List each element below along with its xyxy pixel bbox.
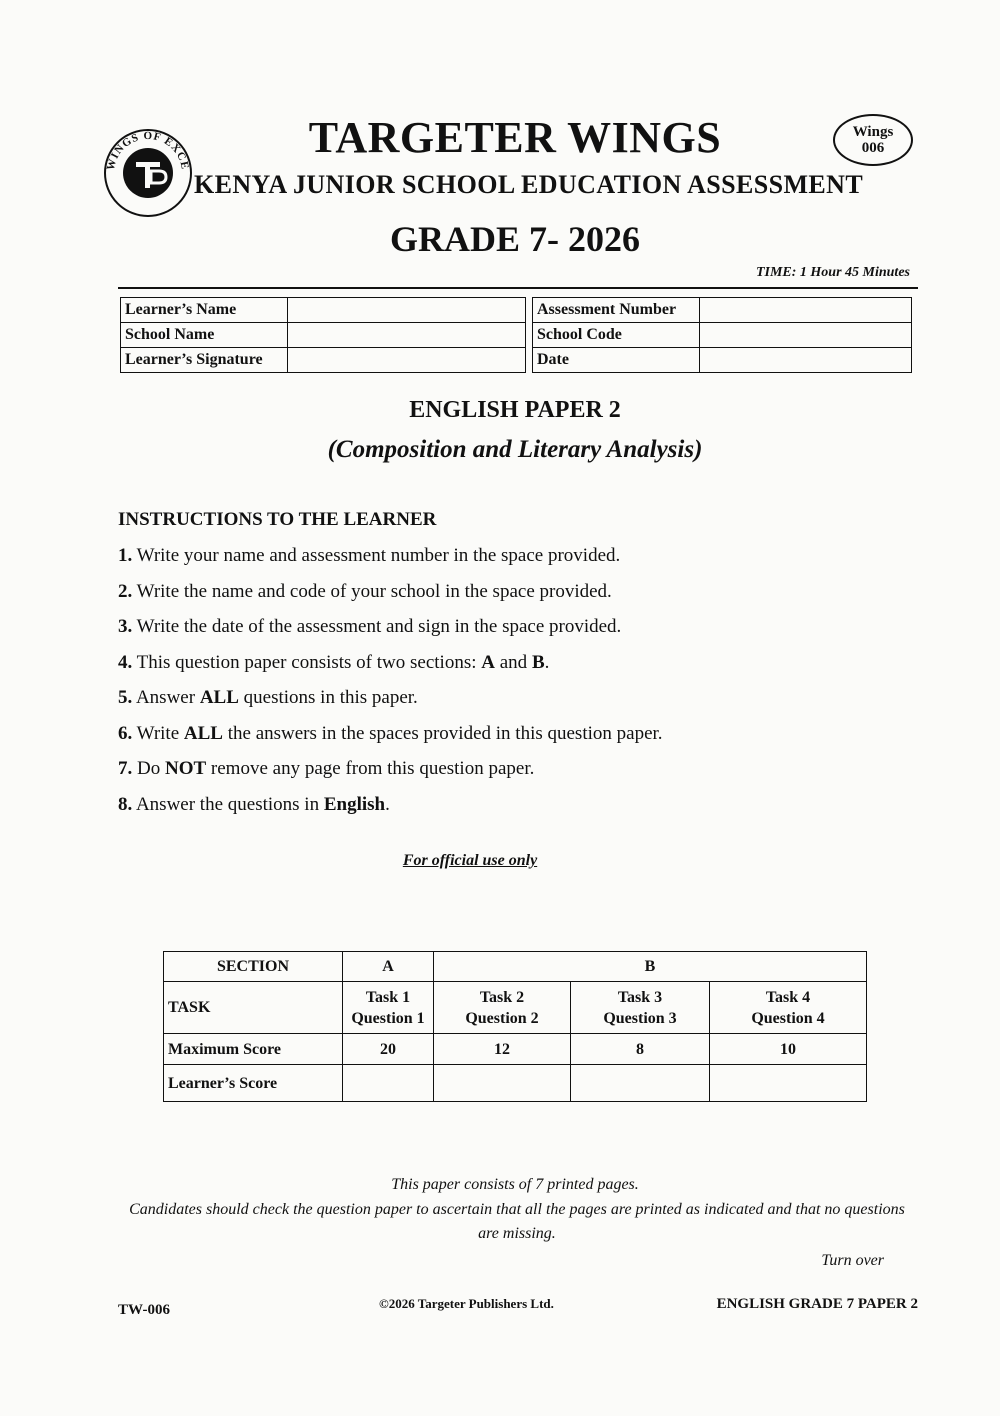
school-name-label: School Name	[121, 323, 288, 348]
task-4-cell	[710, 982, 867, 1034]
section-a-header: A	[343, 952, 434, 982]
page-count-note: This paper consists of 7 printed pages.	[391, 1176, 639, 1193]
assessment-info-table	[532, 297, 912, 373]
instruction-number: 5.	[118, 687, 133, 708]
paper-code: TW-006	[118, 1302, 170, 1318]
max-score-task-4: 10	[710, 1034, 867, 1065]
instruction-text: .	[385, 793, 390, 815]
learner-score-task-1[interactable]	[343, 1065, 434, 1102]
instruction-text: NOT	[164, 758, 207, 779]
task-2-label: Task 2	[479, 988, 525, 1006]
candidate-check-note: Candidates should check the question paper to ascertain that all the pages are printed as indicated and that no questions are missing.	[129, 1201, 905, 1242]
score-table	[163, 951, 867, 1102]
instruction-text: ALL	[183, 722, 223, 744]
learner-signature-label: Learner’s Signature	[121, 348, 288, 373]
date-label: Date	[533, 348, 700, 373]
assessment-subtitle: KENYA JUNIOR SCHOOL EDUCATION ASSESSMENT	[194, 170, 864, 199]
instruction-text: English	[323, 793, 386, 815]
learner-score-task-2[interactable]	[434, 1065, 571, 1102]
learner-name-field[interactable]	[288, 298, 526, 323]
task-3-cell	[571, 982, 710, 1034]
task-2-cell	[434, 982, 571, 1034]
instruction-text: ALL	[199, 687, 239, 708]
instructions-heading: INSTRUCTIONS TO THE LEARNER	[118, 509, 437, 530]
wings-badge	[833, 114, 913, 166]
instruction-item	[118, 684, 663, 720]
official-use-label: For official use only	[402, 852, 538, 869]
instruction-text: the answers in the spaces provided in this question paper.	[222, 722, 663, 744]
instruction-text: and	[495, 651, 532, 673]
question-1-label: Question 1	[351, 1009, 425, 1027]
learner-score-label: Learner’s Score	[164, 1065, 343, 1102]
instruction-text: Write the date of the assessment and sign in the space provided.	[132, 616, 622, 637]
max-score-label: Maximum Score	[164, 1034, 343, 1065]
instruction-text: Do	[132, 758, 165, 779]
instruction-text: Answer the questions in	[132, 793, 324, 815]
max-score-task-2: 12	[434, 1034, 571, 1065]
learner-signature-field[interactable]	[288, 348, 526, 373]
instruction-text: Write your name and assessment number in the space provided.	[132, 545, 621, 566]
publisher-title: TARGETER WINGS	[308, 113, 722, 162]
task-3-label: Task 3	[617, 988, 663, 1006]
task-4-label: Task 4	[765, 988, 811, 1006]
learner-name-label: Learner’s Name	[121, 298, 288, 323]
instruction-number: 4.	[118, 651, 133, 673]
instruction-text: remove any page from this question paper.	[206, 758, 535, 779]
school-logo	[103, 128, 193, 218]
instructions-list	[118, 542, 663, 826]
question-4-label: Question 4	[751, 1009, 825, 1027]
assessment-number-label: Assessment Number	[533, 298, 700, 323]
instruction-number: 1.	[118, 545, 133, 566]
instruction-text: .	[544, 651, 550, 673]
instruction-number: 3.	[118, 616, 133, 637]
instruction-text: This question paper consists of two sections:	[132, 651, 482, 673]
date-field[interactable]	[700, 348, 912, 373]
instruction-text: Write	[132, 722, 184, 744]
question-3-label: Question 3	[603, 1009, 677, 1027]
time-allowed: TIME: 1 Hour 45 Minutes	[755, 265, 910, 280]
instruction-item	[118, 542, 663, 578]
task-header: TASK	[164, 982, 343, 1034]
instruction-item	[118, 755, 663, 791]
paper-title: ENGLISH PAPER 2	[409, 397, 621, 423]
instruction-text: Write the name and code of your school in the space provided.	[132, 580, 612, 602]
instruction-item	[118, 720, 663, 756]
logo-ring-text: WINGS OF EXCE	[104, 129, 191, 172]
grade-title: GRADE 7- 2026	[390, 219, 640, 259]
instruction-item	[118, 649, 663, 685]
instruction-number: 8.	[118, 793, 133, 815]
question-2-label: Question 2	[465, 1009, 539, 1027]
instruction-text: Answer	[132, 687, 200, 708]
instruction-item	[118, 613, 663, 649]
assessment-number-field[interactable]	[700, 298, 912, 323]
badge-line-1: Wings	[852, 124, 894, 140]
instruction-text: questions in this paper.	[238, 687, 418, 708]
task-1-label: Task 1	[365, 988, 411, 1006]
max-score-task-3: 8	[571, 1034, 710, 1065]
learner-info-table	[120, 297, 526, 373]
instruction-number: 2.	[118, 580, 133, 602]
turn-over-note: Turn over	[821, 1252, 884, 1269]
instruction-text: A	[481, 651, 495, 673]
paper-subtitle: (Composition and Literary Analysis)	[327, 436, 703, 463]
instruction-text: B	[531, 651, 545, 673]
copyright: ©2026 Targeter Publishers Ltd.	[379, 1296, 554, 1311]
school-code-field[interactable]	[700, 323, 912, 348]
learner-score-task-3[interactable]	[571, 1065, 710, 1102]
instruction-item	[118, 791, 663, 827]
header-divider	[118, 287, 918, 289]
badge-line-2: 006	[861, 140, 885, 156]
instruction-number: 7.	[118, 758, 133, 779]
instruction-item	[118, 578, 663, 614]
max-score-task-1: 20	[343, 1034, 434, 1065]
school-code-label: School Code	[533, 323, 700, 348]
section-b-header: B	[434, 952, 867, 982]
section-header: SECTION	[164, 952, 343, 982]
task-1-cell	[343, 982, 434, 1034]
instruction-number: 6.	[118, 722, 133, 744]
paper-footer-label: ENGLISH GRADE 7 PAPER 2	[716, 1296, 918, 1312]
learner-score-task-4[interactable]	[710, 1065, 867, 1102]
school-name-field[interactable]	[288, 323, 526, 348]
